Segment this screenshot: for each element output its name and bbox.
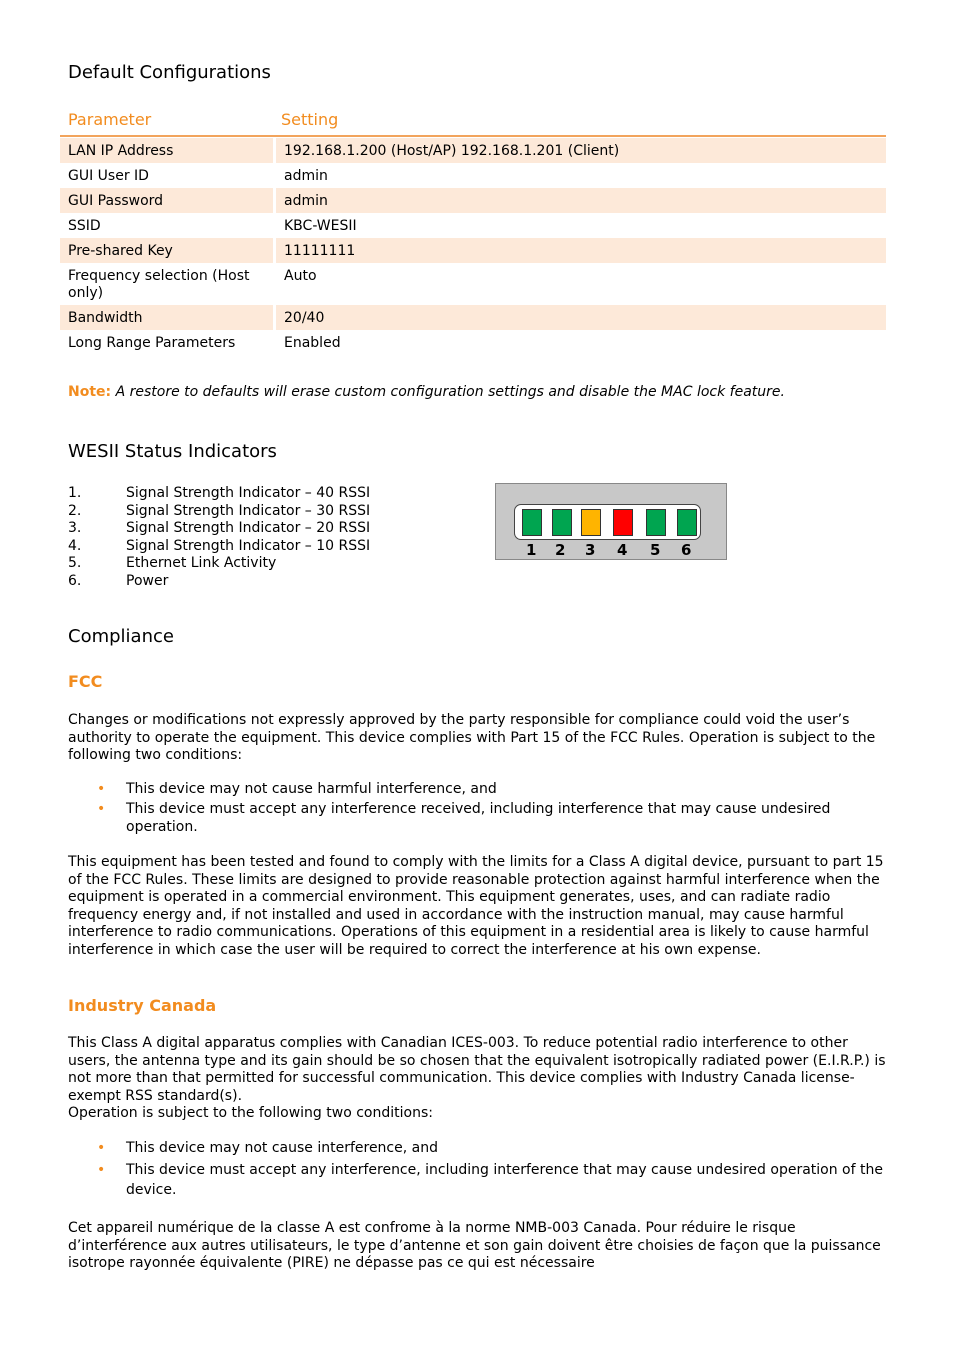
list-item: • This device may not cause harmful interference, and xyxy=(97,781,497,797)
bullet-icon: • xyxy=(97,1162,106,1179)
col-parameter-header: Parameter xyxy=(68,110,152,129)
fcc-intro: Changes or modifications not expressly approved by the party responsible for compliance could void the user’s authority to operate the equipment. This device complies with Part 15 of the FCC Rules. Operation is subject to the following two conditions: xyxy=(68,712,876,764)
table-row xyxy=(60,238,886,263)
table-row xyxy=(60,188,886,213)
led-5 xyxy=(646,509,666,536)
setting-cell: KBC-WESII xyxy=(284,218,357,234)
canada-intro-2: Operation is subject to the following two conditions: xyxy=(68,1105,433,1121)
led-label-6: 6 xyxy=(681,541,692,559)
default-config-table xyxy=(60,108,886,355)
table-row xyxy=(60,213,886,238)
setting-cell: admin xyxy=(276,188,886,213)
canada-french-text: Cet appareil numérique de la classe A est confrome à la norme NMB-003 Canada. Pour réduire le risque d’interférence aux autres utilisateurs, le type d’antenne et son gain doivent être choisies de façon que la puissance isotrope rayonnée équivalente (PIRE) ne dépasse pas ce qui est nécessaire xyxy=(68,1220,881,1272)
led-label-2: 2 xyxy=(555,541,566,559)
list-item: • This device must accept any interference received, including interference that may cause undesired operation. xyxy=(97,801,831,835)
param-cell: Long Range Parameters xyxy=(68,335,236,351)
param-cell: GUI Password xyxy=(60,188,273,213)
status-indicator-list xyxy=(68,485,370,591)
led-label-4: 4 xyxy=(617,541,628,559)
fcc-heading: FCC xyxy=(68,672,103,691)
setting-cell: admin xyxy=(284,168,328,184)
list-item: 6. Power xyxy=(68,572,169,589)
led-label-3: 3 xyxy=(585,541,596,559)
setting-cell: 20/40 xyxy=(276,305,886,330)
param-cell: SSID xyxy=(68,218,101,234)
led-4 xyxy=(613,509,633,536)
bullet-icon: • xyxy=(97,801,106,818)
table-row xyxy=(60,263,886,305)
default-config-heading: Default Configurations xyxy=(68,62,271,83)
led-6 xyxy=(677,509,697,536)
param-cell: Bandwidth xyxy=(60,305,273,330)
led-2 xyxy=(552,509,572,536)
table-row xyxy=(60,163,886,188)
fcc-conditions-list xyxy=(68,781,886,836)
table-row xyxy=(60,305,886,330)
list-item: • This device may not cause interference, and xyxy=(97,1140,438,1156)
param-cell: Frequency selection (Host only) xyxy=(68,268,250,301)
col-setting-header: Setting xyxy=(281,110,339,129)
list-item: 3. Signal Strength Indicator – 20 RSSI xyxy=(68,520,371,537)
canada-intro: This Class A digital apparatus complies with Canadian ICES-003. To reduce potential radio interference to other users, the antenna type and its gain should be so chosen that the equivalent isotropically radiated power (E.I.R.P.) is not more than that permitted for successful communication. This device complies with Industry Canada license-exempt RSS standard(s). xyxy=(68,1035,886,1104)
led-3 xyxy=(581,509,601,536)
setting-cell: 11111111 xyxy=(276,238,886,263)
compliance-heading: Compliance xyxy=(68,626,174,647)
led-label-5: 5 xyxy=(650,541,661,559)
defaults-note xyxy=(68,384,785,400)
table-row xyxy=(60,330,886,355)
industry-canada-heading: Industry Canada xyxy=(68,996,217,1015)
param-cell: GUI User ID xyxy=(68,168,149,184)
led-1 xyxy=(522,509,542,536)
note-text: A restore to defaults will erase custom configuration settings and disable the MAC lock feature. xyxy=(115,384,785,400)
led-strip xyxy=(514,504,701,540)
param-cell: Pre-shared Key xyxy=(60,238,273,263)
table-row xyxy=(60,138,886,163)
bullet-icon: • xyxy=(97,1140,106,1156)
led-label-1: 1 xyxy=(526,541,537,559)
list-item: 5. Ethernet Link Activity xyxy=(68,555,277,572)
setting-cell: Enabled xyxy=(284,335,341,351)
fcc-body: This equipment has been tested and found to comply with the limits for a Class A digital device, pursuant to part 15 of the FCC Rules. These limits are designed to provide reasonable protection against harmful interference when the equipment is operated in a commercial environment. This equipment generates, uses, and can radiate radio frequency energy and, if not installed and used in accordance with the instruction manual, may cause harmful interference to radio communications. Operations of this equipment in a residential area is likely to cause harmful interference in which case the user will be required to correct the interference at his own expense. xyxy=(68,854,884,958)
table-header xyxy=(60,108,886,137)
param-cell: LAN IP Address xyxy=(60,138,273,163)
note-label: Note: xyxy=(68,384,112,400)
setting-cell: 192.168.1.200 (Host/AP) 192.168.1.201 (Client) xyxy=(276,138,886,163)
led-panel-diagram xyxy=(495,483,727,560)
list-item: 2. Signal Strength Indicator – 30 RSSI xyxy=(68,502,371,519)
status-indicators-heading: WESII Status Indicators xyxy=(68,441,277,462)
bullet-icon: • xyxy=(97,781,106,797)
setting-cell: Auto xyxy=(284,268,317,284)
list-item: 1. Signal Strength Indicator – 40 RSSI xyxy=(68,485,371,501)
list-item: • This device must accept any interference, including interference that may cause undesired operation of the device. xyxy=(97,1162,883,1199)
canada-conditions-list xyxy=(68,1140,886,1200)
list-item: 4. Signal Strength Indicator – 10 RSSI xyxy=(68,537,371,554)
